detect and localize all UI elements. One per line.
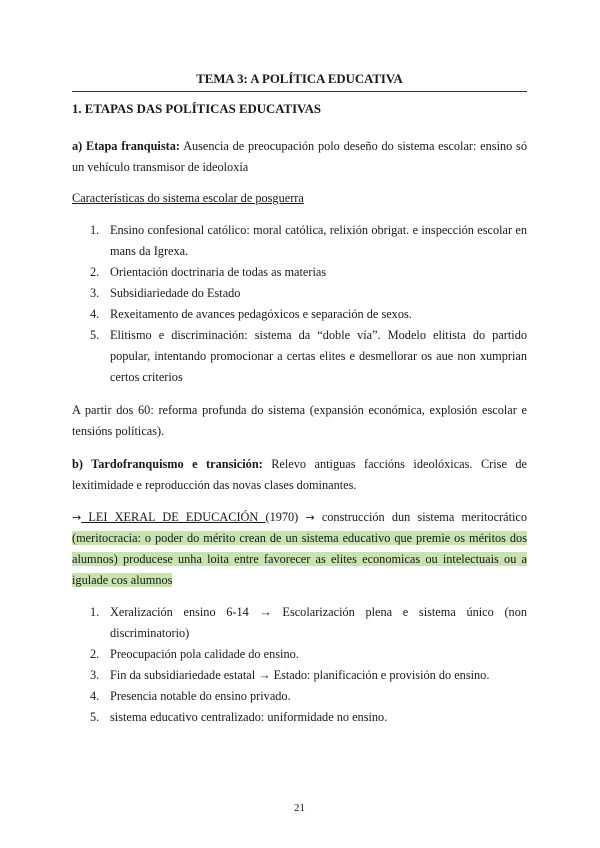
list-item-number: 1. xyxy=(90,605,100,619)
list-postwar-features xyxy=(72,220,527,388)
tardofranquismo-text: Relevo antiguas faccións ideolóxicas. Crise de lexitimidade e reproducción das novas clases dominantes. xyxy=(72,457,527,492)
list-item-text: Subsidiariedade do Estado xyxy=(110,286,241,300)
arrow-icon: → xyxy=(305,511,315,524)
list-item-text: sistema educativo centralizado: uniformidade no ensino. xyxy=(110,710,388,724)
etapa-franquista-text: Ausencia de preocupación polo deseño do sistema escolar: ensino só un vehículo transmisor de ideoloxía xyxy=(72,139,527,174)
list-item-text: Preocupación pola calidade do ensino. xyxy=(110,647,299,661)
list-item xyxy=(72,665,527,686)
list-item xyxy=(72,644,527,665)
list-item-number: 4. xyxy=(90,689,100,703)
list-item-number: 3. xyxy=(90,668,100,682)
list-item xyxy=(72,262,527,283)
list-item-number: 2. xyxy=(90,265,100,279)
title-rule xyxy=(72,91,527,92)
list-item xyxy=(72,283,527,304)
paragraph-lei-xeral xyxy=(72,507,527,591)
page-number: 21 xyxy=(294,802,305,814)
paragraph-etapa-franquista xyxy=(72,136,527,178)
list-item-text: Fin da subsidiariedade estatal → Estado: planificación e provisión do ensino. xyxy=(110,668,490,682)
section-heading: 1. ETAPAS DAS POLÍTICAS EDUCATIVAS xyxy=(72,102,322,116)
list-reforms xyxy=(72,602,527,728)
list-item-number: 5. xyxy=(90,328,100,342)
list-item xyxy=(72,707,527,728)
list-item-text: Presencia notable do ensino privado. xyxy=(110,689,291,703)
list-item xyxy=(72,325,527,388)
list-item-text: Elitismo e discriminación: sistema da “doble vía”. Modelo elitista do partido popular, intentando promocionar a certas elites e desmellorar os aue non xumprian certos criterios xyxy=(110,328,527,384)
paragraph-anos-60: A partir dos 60: reforma profunda do sistema (expansión económica, explosión escolar e tensións políticas). xyxy=(72,403,527,438)
list-item-number: 1. xyxy=(90,223,100,237)
list-item-text: Xeralización ensino 6-14 → Escolarización plena e sistema único (non discriminatorio) xyxy=(110,605,527,640)
list-item-text: Ensino confesional católico: moral católica, relixión obrigat. e inspección escolar en mans da Igrexa. xyxy=(110,223,527,258)
list-item-number: 3. xyxy=(90,286,100,300)
list-item-number: 2. xyxy=(90,647,100,661)
page-title: TEMA 3: A POLÍTICA EDUCATIVA xyxy=(196,72,403,86)
law-name: LEI XERAL DE EDUCACIÓN xyxy=(81,510,266,524)
document-page xyxy=(72,0,527,848)
arrow-icon: → xyxy=(72,511,82,524)
tardofranquismo-label: b) Tardofranquismo e transición: xyxy=(72,457,263,471)
list-item xyxy=(72,686,527,707)
list-item-number: 5. xyxy=(90,710,100,724)
list-item xyxy=(72,220,527,262)
law-text: construcción dun sistema meritocrático xyxy=(321,510,528,524)
subheading-caracteristicas: Características do sistema escolar de posguerra xyxy=(72,191,304,205)
list-item xyxy=(72,304,527,325)
etapa-franquista-label: a) Etapa franquista: xyxy=(72,139,180,153)
law-year: (1970) xyxy=(265,510,299,524)
list-item-text: Rexeitamento de avances pedagóxicos e separación de sexos. xyxy=(110,307,412,321)
list-item-text: Orientación doctrinaria de todas as materias xyxy=(110,265,327,279)
list-item-number: 4. xyxy=(90,307,100,321)
paragraph-tardofranquismo xyxy=(72,454,527,496)
list-item xyxy=(72,602,527,644)
highlighted-meritocracy-note: (meritocracia: o poder do mérito crean de un sistema educativo que premie os méritos dos alumnos) producese unha loita entre favorecer as elites economicas ou intelectuais ou a igulade cos alumnos xyxy=(72,531,527,587)
